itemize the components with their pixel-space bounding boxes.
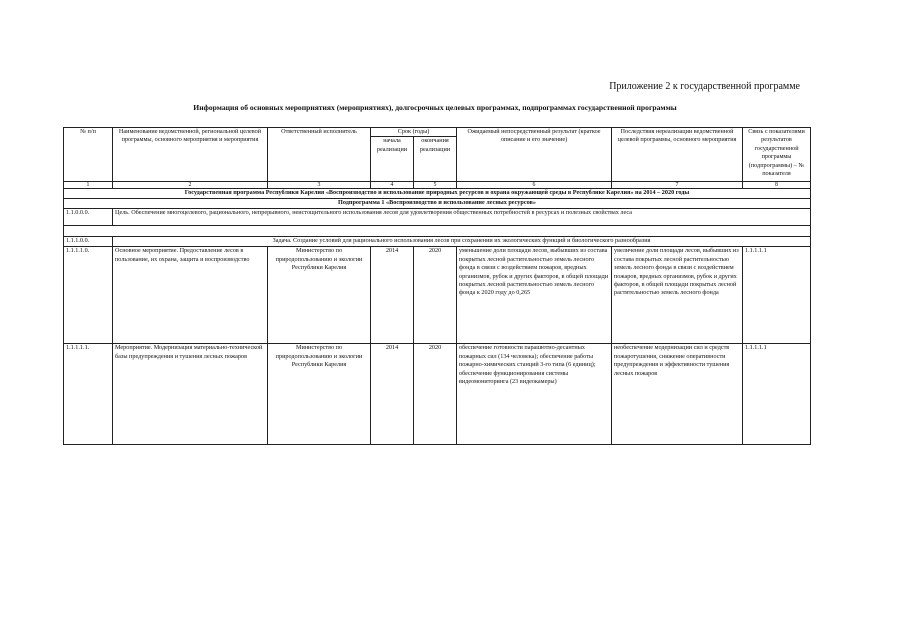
task-num: 1.1.1.0.0.	[64, 237, 113, 247]
header-responsible: Ответственный исполнитель	[268, 128, 371, 182]
colnum-5: 5	[414, 182, 457, 189]
header-link: Связь с показателями результатов государственной программы (подпрограммы) – № показателя	[743, 128, 811, 182]
row-link: 1.1.1.1.1	[743, 344, 811, 445]
task-text: Задача. Создание условий для рационального использования лесов при сохранении их экологических функций и биологического разнообразия	[113, 237, 811, 247]
empty-row	[64, 226, 811, 237]
colnum-2: 2	[113, 182, 268, 189]
goal-row	[64, 209, 811, 226]
row-start: 2014	[371, 344, 414, 445]
row-result: уменьшение доли площади лесов, выбывших из состава покрытых лесной растительностью земель лесного фонда в связи с воздействием пожаров, вредных организмов, рубок и других факторов, в общей площади покрытых лесной растительностью земель лесного фонда к 2020 году до 0,265	[457, 247, 612, 344]
row-consequence: необеспечение модернизации сил и средств пожаротушения, снижение оперативности предупреждения и эффективности тушения лесных пожаров	[612, 344, 743, 445]
header-num: № п/п	[64, 128, 113, 182]
goal-num: 1.1.0.0.0.	[64, 209, 113, 226]
subprogram-title: Подпрограмма 1 «Воспроизводство и использование лесных ресурсов»	[64, 199, 811, 209]
row-result: обеспечение готовности парашютно-десантных пожарных сил (134 человека); обеспечение работы пожарно-химических станций 3-го типа (6 единиц); обеспечение функционирования системы видеомониторинга (23 видеокамеры)	[457, 344, 612, 445]
document-title: Информация об основных мероприятиях (мероприятиях), долгосрочных целевых программах, подпрограммах государственной программы	[193, 103, 677, 112]
header-result: Ожидаемый непосредственный результат (краткое описание и его значение)	[457, 128, 612, 182]
row-num: 1.1.1.1.0.	[64, 247, 113, 344]
row-link: 1.1.1.1.1	[743, 247, 811, 344]
row-consequence: увеличение доли площади лесов, выбывших из состава покрытых лесной растительностью земель лесного фонда в связи с воздействием пожаров, вредных организмов, рубок и других факторов, в общей площади покрытых лесной растительностью земель лесного фонда	[612, 247, 743, 344]
header-start: начала реализации	[371, 137, 414, 182]
empty-cell	[64, 226, 811, 237]
row-responsible: Министерство по природопользованию и экологии Республики Карелия	[268, 344, 371, 445]
row-start: 2014	[371, 247, 414, 344]
colnum-3: 3	[268, 182, 371, 189]
goal-text: Цель. Обеспечение многоцелевого, рационального, непрерывного, неистощительного использования лесов для удовлетворения общественных потребностей в ресурсах и полезных свойствах леса	[113, 209, 811, 226]
row-end: 2020	[414, 247, 457, 344]
measures-table	[63, 127, 811, 445]
header-term: Срок (годы)	[371, 128, 457, 137]
row-responsible: Министерство по природопользованию и экологии Республики Карелия	[268, 247, 371, 344]
program-row	[64, 189, 811, 199]
program-title: Государственная программа Республики Карелия «Воспроизводство и использование природных ресурсов и охрана окружающей среды в Республике Карелия» на 2014 – 2020 годы	[64, 189, 811, 199]
colnum-4: 4	[371, 182, 414, 189]
table-row	[64, 247, 811, 344]
task-row	[64, 237, 811, 247]
row-num: 1.1.1.1.1.	[64, 344, 113, 445]
colnum-1: 1	[64, 182, 113, 189]
table-row	[64, 344, 811, 445]
row-name: Мероприятие. Модернизация материально-технической базы предупреждения и тушения лесных пожаров	[113, 344, 268, 445]
colnum-8: 8	[743, 182, 811, 189]
colnum-6: 6	[457, 182, 612, 189]
header-consequence: Последствия нереализации ведомственной целевой программы, основного мероприятия	[612, 128, 743, 182]
row-name: Основное мероприятие. Предоставление лесов в пользование, их охрана, защита и воспроизводство	[113, 247, 268, 344]
header-name: Наименование ведомственной, региональной целевой программы, основного мероприятия и мероприятия	[113, 128, 268, 182]
row-end: 2020	[414, 344, 457, 445]
subprogram-row	[64, 199, 811, 209]
header-row-1	[64, 128, 811, 137]
header-end: окончания реализации	[414, 137, 457, 182]
column-numbers-row	[64, 182, 811, 189]
colnum-7: 7	[612, 182, 743, 189]
annex-label: Приложение 2 к государственной программе	[609, 81, 800, 92]
